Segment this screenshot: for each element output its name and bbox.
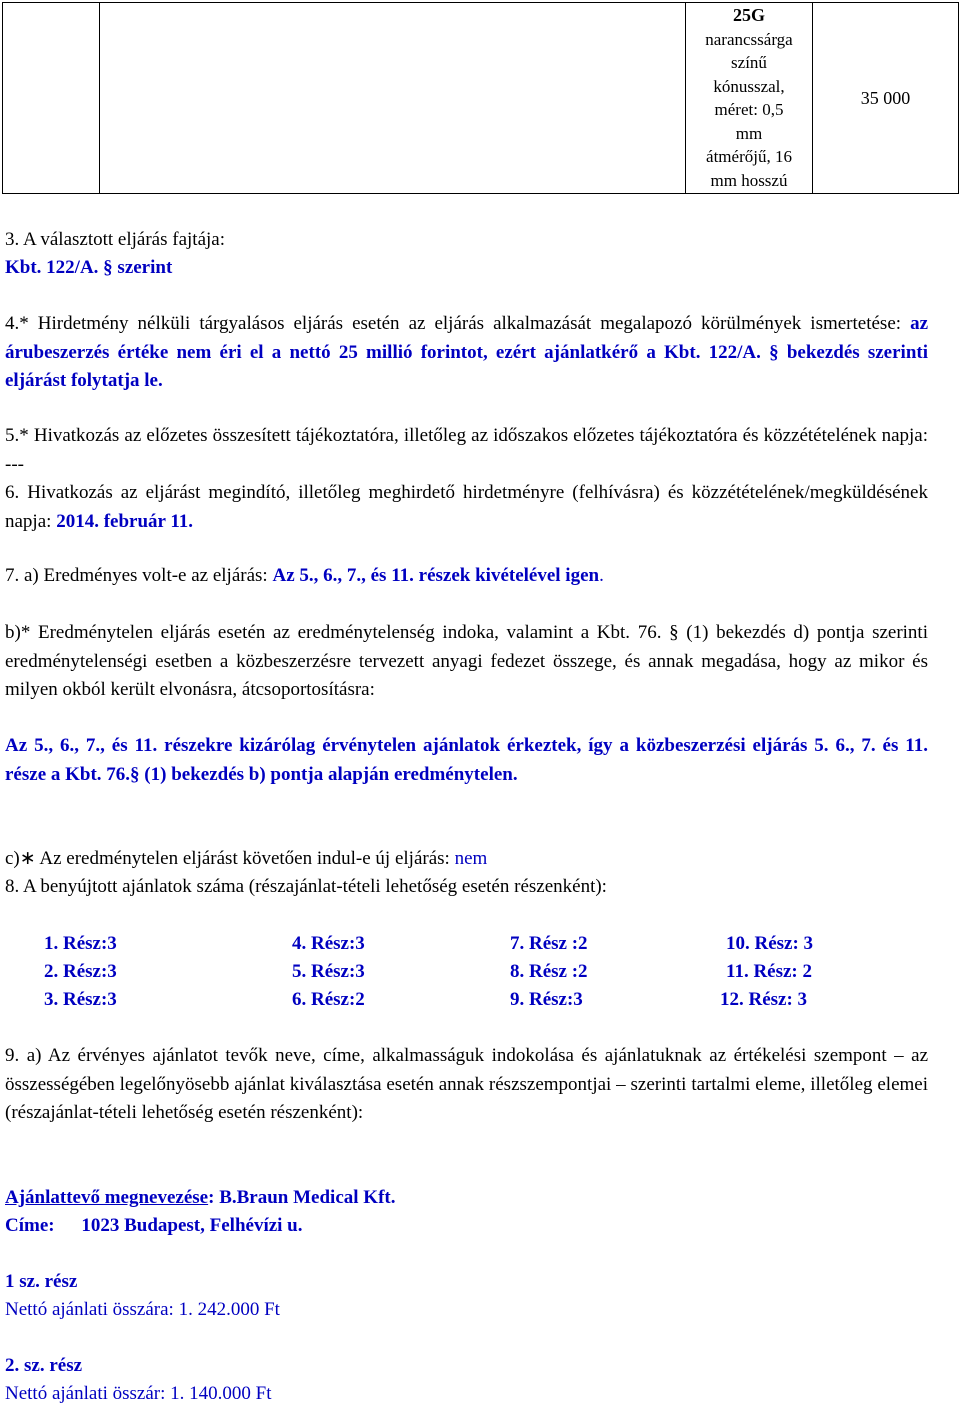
section-7b-value: Az 5., 6., 7., és 11. részekre kizárólag érvénytelen ajánlatok érkeztek, így a közbeszerzési eljárás 5. 6., 7. és 11. része a Kbt. 76.§ (1) bekezdés b) pontja alapján eredménytelen.: [5, 735, 928, 785]
section-7c-label: c)∗ Az eredménytelen eljárást követően indul-e új eljárás:: [5, 848, 450, 869]
offer-count-cell: 1. Rész:3: [44, 933, 117, 954]
part-title: 1 sz. rész: [5, 1271, 78, 1292]
table-cell-empty-2: [100, 3, 686, 194]
product-desc-line: átmérőjű, 16: [706, 147, 792, 166]
quantity-cell: 35 000: [813, 3, 959, 194]
table-cell-empty-1: [3, 3, 100, 194]
section-3-value: Kbt. 122/A. § szerint: [5, 257, 173, 278]
bidder-address-line: [5, 1212, 303, 1240]
section-7c-value: nem: [454, 848, 488, 869]
offer-count-cell: 10. Rész: 3: [726, 933, 814, 954]
product-code: 25G: [732, 5, 765, 25]
bidder-address-label: Címe:: [5, 1215, 55, 1236]
section-7a-value: Az 5., 6., 7., és 11. részek kivételével igen: [272, 565, 600, 586]
product-desc-line: narancssárga: [705, 29, 793, 49]
product-desc-line: méret: 0,5: [714, 100, 784, 119]
bidder-name-value: B.Braun Medical Kft.: [214, 1187, 396, 1208]
section-7a: 7. a) Eredményes volt-e az eljárás: Az 5., 6., 7., és 11. részek kivételével igen.: [5, 565, 604, 586]
section-7b-text: b)* Eredménytelen eljárás esetén az eredménytelenség indoka, valamint a Kbt. 76. § (1) bekezdés d) pontja szerinti eredménytelenségi esetben a közbeszerzésre tervezett anyagi fedezet összege, és annak megadása, hogy az mikor és milyen okból került elvonásra, átcsoportosításra:: [5, 622, 928, 700]
offer-count-cell: 8. Rész :2: [510, 961, 588, 982]
product-desc-line: színű: [731, 53, 767, 72]
section-4-label: 4.* Hirdetmény nélküli tárgyalásos eljárás esetén az eljárás alkalmazását megalapozó körülmények ismertetése:: [5, 313, 902, 334]
section-4-value: az árubeszerzés értéke nem éri el a nettó 25 millió forintot, ezért ajánlatkérő a Kbt. 122/A. § bekezdés szerinti eljárást folytatja le.: [5, 313, 928, 391]
section-6-label: 6. Hivatkozás az eljárást megindító, illetőleg meghirdető hirdetményre (felhívásra) és közzétételének/megküldésének napja:: [5, 482, 928, 532]
bidder-name-line: [5, 1184, 395, 1212]
bidder-name-label: Ajánlattevő megnevezése: [5, 1187, 209, 1208]
section-7c: [5, 845, 487, 873]
product-desc-line: mm hosszú: [710, 170, 788, 190]
section-9: 9. a) Az érvényes ajánlatot tevők neve, címe, alkalmasságuk indokolása és ajánlatuknak az értékelési szempont – az összességében legelőnyösebb ajánlat kiválasztása esetén annak részszempontjai – szerinti tartalmi eleme, illetőleg elemei (részajánlat-tételi lehetőség esetén részenként):: [5, 1045, 928, 1123]
section-4: [5, 310, 928, 396]
offer-count-cell: 11. Rész: 2: [726, 961, 813, 982]
section-5: 5.* Hivatkozás az előzetes összesített tájékoztatóra, illetőleg az időszakos előzetes tájékoztatóra és közzétételének napja: ---: [5, 425, 928, 475]
bidder-name-colon: :: [208, 1187, 215, 1208]
product-desc-line: mm: [735, 123, 763, 143]
offer-count-cell: 7. Rész :2: [510, 933, 588, 954]
offer-count-cell: 2. Rész:3: [44, 961, 117, 982]
offer-count-cell: 12. Rész: 3: [720, 989, 808, 1010]
product-table: [2, 2, 959, 194]
section-8-label: 8. A benyújtott ajánlatok száma (részajánlat-tételi lehetőség esetén részenként):: [5, 876, 607, 897]
offer-count-cell: 5. Rész:3: [292, 961, 365, 982]
product-description-cell: [686, 3, 813, 194]
part-amount: Nettó ajánlati összár: 1. 140.000 Ft: [5, 1383, 272, 1404]
section-6-value: 2014. február 11.: [56, 510, 194, 532]
product-desc-line: kónusszal,: [713, 76, 785, 96]
offer-count-cell: 3. Rész:3: [44, 989, 117, 1010]
bidder-address-value: 1023 Budapest, Felhévízi u.: [81, 1215, 303, 1236]
offer-count-cell: 4. Rész:3: [292, 933, 365, 954]
offer-count-cell: 9. Rész:3: [510, 989, 583, 1010]
part-amount: Nettó ajánlati összára: 1. 242.000 Ft: [5, 1299, 280, 1320]
offer-count-cell: 6. Rész:2: [292, 989, 365, 1010]
section-7a-label: 7. a) Eredményes volt-e az eljárás:: [5, 565, 268, 586]
part-title: 2. sz. rész: [5, 1355, 83, 1376]
section-3-label: 3. A választott eljárás fajtája:: [5, 229, 226, 250]
section-6: [5, 479, 928, 536]
